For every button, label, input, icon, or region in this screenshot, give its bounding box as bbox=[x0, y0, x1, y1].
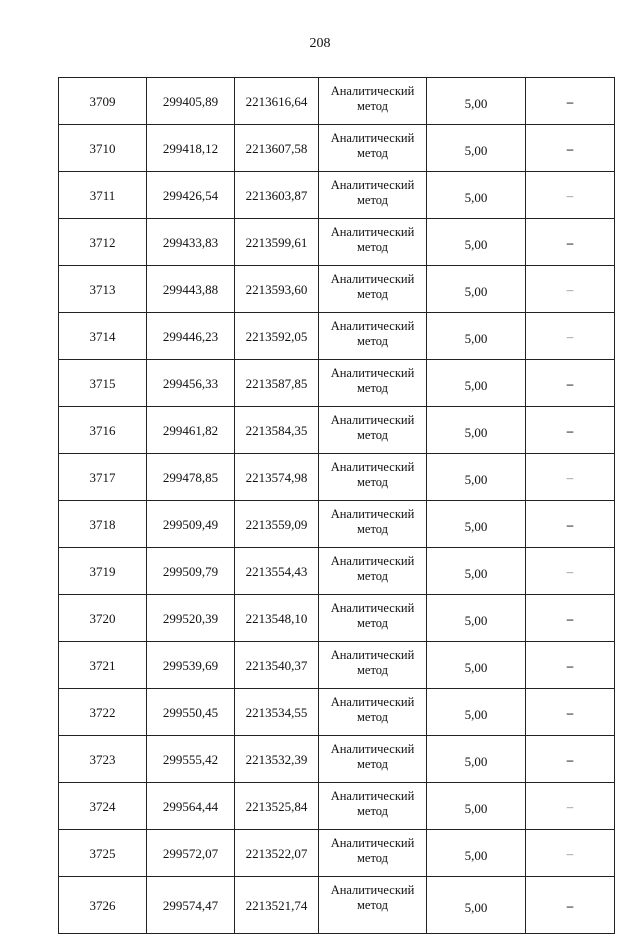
accuracy-cell: 5,00 bbox=[427, 125, 526, 172]
point-number-cell: 3713 bbox=[59, 266, 147, 313]
method-cell bbox=[319, 313, 427, 360]
method-line-2: метод bbox=[356, 240, 388, 254]
method-line-1: Аналитический bbox=[330, 507, 415, 521]
method-line-1: Аналитический bbox=[330, 789, 415, 803]
note-cell: – bbox=[526, 830, 615, 877]
accuracy-cell: 5,00 bbox=[427, 172, 526, 219]
method-line-2: метод bbox=[356, 381, 388, 395]
y-coordinate-cell: 2213525,84 bbox=[235, 783, 319, 830]
x-coordinate-cell: 299443,88 bbox=[147, 266, 235, 313]
method-line-2: метод bbox=[356, 522, 388, 536]
method-line-1: Аналитический bbox=[330, 366, 415, 380]
method-line-2: метод bbox=[356, 287, 388, 301]
point-number-cell: 3714 bbox=[59, 313, 147, 360]
x-coordinate-cell: 299446,23 bbox=[147, 313, 235, 360]
point-number-cell: 3712 bbox=[59, 219, 147, 266]
x-coordinate-cell: 299564,44 bbox=[147, 783, 235, 830]
page-number: 208 bbox=[309, 36, 331, 51]
x-coordinate-cell: 299550,45 bbox=[147, 689, 235, 736]
method-line-1: Аналитический bbox=[330, 601, 415, 615]
method-line-2: метод bbox=[356, 616, 388, 630]
method-line-2: метод bbox=[356, 334, 388, 348]
method-line-1: Аналитический bbox=[330, 131, 415, 145]
method-line-1: Аналитический bbox=[330, 319, 415, 333]
method-line-2: метод bbox=[356, 475, 388, 489]
method-cell bbox=[319, 595, 427, 642]
x-coordinate-cell: 299478,85 bbox=[147, 454, 235, 501]
method-cell bbox=[319, 642, 427, 689]
accuracy-cell: 5,00 bbox=[427, 689, 526, 736]
accuracy-cell: 5,00 bbox=[427, 407, 526, 454]
coordinates-table-body bbox=[59, 78, 615, 934]
table-row bbox=[59, 595, 615, 642]
table-row bbox=[59, 548, 615, 595]
accuracy-cell: 5,00 bbox=[427, 219, 526, 266]
y-coordinate-cell: 2213548,10 bbox=[235, 595, 319, 642]
method-cell bbox=[319, 125, 427, 172]
method-cell bbox=[319, 783, 427, 830]
x-coordinate-cell: 299509,79 bbox=[147, 548, 235, 595]
method-line-2: метод bbox=[356, 663, 388, 677]
method-line-1: Аналитический bbox=[330, 742, 415, 756]
point-number-cell: 3723 bbox=[59, 736, 147, 783]
method-cell bbox=[319, 548, 427, 595]
y-coordinate-cell: 2213607,58 bbox=[235, 125, 319, 172]
method-line-1: Аналитический bbox=[330, 695, 415, 709]
point-number-cell: 3724 bbox=[59, 783, 147, 830]
x-coordinate-cell: 299509,49 bbox=[147, 501, 235, 548]
point-number-cell: 3711 bbox=[59, 172, 147, 219]
accuracy-cell: 5,00 bbox=[427, 454, 526, 501]
method-line-1: Аналитический bbox=[330, 84, 415, 98]
note-cell: – bbox=[526, 548, 615, 595]
y-coordinate-cell: 2213559,09 bbox=[235, 501, 319, 548]
table-row bbox=[59, 454, 615, 501]
note-cell: – bbox=[526, 501, 615, 548]
method-cell bbox=[319, 172, 427, 219]
y-coordinate-cell: 2213592,05 bbox=[235, 313, 319, 360]
note-cell: – bbox=[526, 736, 615, 783]
y-coordinate-cell: 2213603,87 bbox=[235, 172, 319, 219]
method-cell bbox=[319, 830, 427, 877]
method-line-1: Аналитический bbox=[330, 178, 415, 192]
point-number-cell: 3715 bbox=[59, 360, 147, 407]
method-line-2: метод bbox=[356, 851, 388, 865]
note-cell: – bbox=[526, 266, 615, 313]
x-coordinate-cell: 299539,69 bbox=[147, 642, 235, 689]
method-line-1: Аналитический bbox=[330, 272, 415, 286]
x-coordinate-cell: 299520,39 bbox=[147, 595, 235, 642]
x-coordinate-cell: 299405,89 bbox=[147, 78, 235, 125]
note-cell: – bbox=[526, 125, 615, 172]
method-line-2: метод bbox=[356, 710, 388, 724]
y-coordinate-cell: 2213584,35 bbox=[235, 407, 319, 454]
method-cell bbox=[319, 407, 427, 454]
method-cell bbox=[319, 360, 427, 407]
table-row bbox=[59, 172, 615, 219]
accuracy-cell: 5,00 bbox=[427, 830, 526, 877]
accuracy-cell: 5,00 bbox=[427, 877, 526, 934]
note-cell: – bbox=[526, 454, 615, 501]
note-cell: – bbox=[526, 313, 615, 360]
table-row bbox=[59, 78, 615, 125]
method-cell bbox=[319, 266, 427, 313]
method-line-1: Аналитический bbox=[330, 413, 415, 427]
y-coordinate-cell: 2213599,61 bbox=[235, 219, 319, 266]
method-cell bbox=[319, 78, 427, 125]
table-row bbox=[59, 266, 615, 313]
method-line-2: метод bbox=[356, 146, 388, 160]
y-coordinate-cell: 2213540,37 bbox=[235, 642, 319, 689]
note-cell: – bbox=[526, 78, 615, 125]
method-line-1: Аналитический bbox=[330, 225, 415, 239]
y-coordinate-cell: 2213554,43 bbox=[235, 548, 319, 595]
table-row bbox=[59, 877, 615, 934]
point-number-cell: 3718 bbox=[59, 501, 147, 548]
table-row bbox=[59, 219, 615, 266]
coordinates-table bbox=[58, 77, 615, 934]
table-row bbox=[59, 501, 615, 548]
method-line-1: Аналитический bbox=[330, 648, 415, 662]
method-line-1: Аналитический bbox=[330, 460, 415, 474]
method-line-1: Аналитический bbox=[330, 836, 415, 850]
x-coordinate-cell: 299461,82 bbox=[147, 407, 235, 454]
point-number-cell: 3716 bbox=[59, 407, 147, 454]
y-coordinate-cell: 2213521,74 bbox=[235, 877, 319, 934]
y-coordinate-cell: 2213574,98 bbox=[235, 454, 319, 501]
method-cell bbox=[319, 219, 427, 266]
method-line-2: метод bbox=[356, 99, 388, 113]
note-cell: – bbox=[526, 407, 615, 454]
note-cell: – bbox=[526, 642, 615, 689]
method-cell bbox=[319, 689, 427, 736]
point-number-cell: 3720 bbox=[59, 595, 147, 642]
method-line-1: Аналитический bbox=[330, 554, 415, 568]
note-cell: – bbox=[526, 877, 615, 934]
accuracy-cell: 5,00 bbox=[427, 595, 526, 642]
table-row bbox=[59, 313, 615, 360]
y-coordinate-cell: 2213587,85 bbox=[235, 360, 319, 407]
accuracy-cell: 5,00 bbox=[427, 266, 526, 313]
accuracy-cell: 5,00 bbox=[427, 783, 526, 830]
note-cell: – bbox=[526, 360, 615, 407]
table-row bbox=[59, 125, 615, 172]
note-cell: – bbox=[526, 689, 615, 736]
method-line-2: метод bbox=[356, 804, 388, 818]
x-coordinate-cell: 299426,54 bbox=[147, 172, 235, 219]
x-coordinate-cell: 299574,47 bbox=[147, 877, 235, 934]
y-coordinate-cell: 2213534,55 bbox=[235, 689, 319, 736]
note-cell: – bbox=[526, 219, 615, 266]
point-number-cell: 3710 bbox=[59, 125, 147, 172]
point-number-cell: 3709 bbox=[59, 78, 147, 125]
point-number-cell: 3717 bbox=[59, 454, 147, 501]
table-row bbox=[59, 689, 615, 736]
point-number-cell: 3722 bbox=[59, 689, 147, 736]
method-line-2: метод bbox=[356, 898, 388, 912]
point-number-cell: 3726 bbox=[59, 877, 147, 934]
y-coordinate-cell: 2213522,07 bbox=[235, 830, 319, 877]
table-row bbox=[59, 783, 615, 830]
note-cell: – bbox=[526, 783, 615, 830]
point-number-cell: 3721 bbox=[59, 642, 147, 689]
point-number-cell: 3725 bbox=[59, 830, 147, 877]
accuracy-cell: 5,00 bbox=[427, 360, 526, 407]
accuracy-cell: 5,00 bbox=[427, 313, 526, 360]
table-row bbox=[59, 360, 615, 407]
table-row bbox=[59, 736, 615, 783]
method-line-1: Аналитический bbox=[330, 883, 415, 897]
y-coordinate-cell: 2213616,64 bbox=[235, 78, 319, 125]
method-line-2: метод bbox=[356, 569, 388, 583]
table-row bbox=[59, 830, 615, 877]
method-line-2: метод bbox=[356, 428, 388, 442]
table-row bbox=[59, 407, 615, 454]
point-number-cell: 3719 bbox=[59, 548, 147, 595]
accuracy-cell: 5,00 bbox=[427, 642, 526, 689]
method-cell bbox=[319, 877, 427, 934]
x-coordinate-cell: 299555,42 bbox=[147, 736, 235, 783]
method-cell bbox=[319, 454, 427, 501]
note-cell: – bbox=[526, 172, 615, 219]
accuracy-cell: 5,00 bbox=[427, 78, 526, 125]
y-coordinate-cell: 2213532,39 bbox=[235, 736, 319, 783]
accuracy-cell: 5,00 bbox=[427, 736, 526, 783]
accuracy-cell: 5,00 bbox=[427, 501, 526, 548]
method-line-2: метод bbox=[356, 193, 388, 207]
method-cell bbox=[319, 736, 427, 783]
accuracy-cell: 5,00 bbox=[427, 548, 526, 595]
x-coordinate-cell: 299572,07 bbox=[147, 830, 235, 877]
method-line-2: метод bbox=[356, 757, 388, 771]
method-cell bbox=[319, 501, 427, 548]
y-coordinate-cell: 2213593,60 bbox=[235, 266, 319, 313]
table-row bbox=[59, 642, 615, 689]
x-coordinate-cell: 299456,33 bbox=[147, 360, 235, 407]
x-coordinate-cell: 299418,12 bbox=[147, 125, 235, 172]
note-cell: – bbox=[526, 595, 615, 642]
x-coordinate-cell: 299433,83 bbox=[147, 219, 235, 266]
